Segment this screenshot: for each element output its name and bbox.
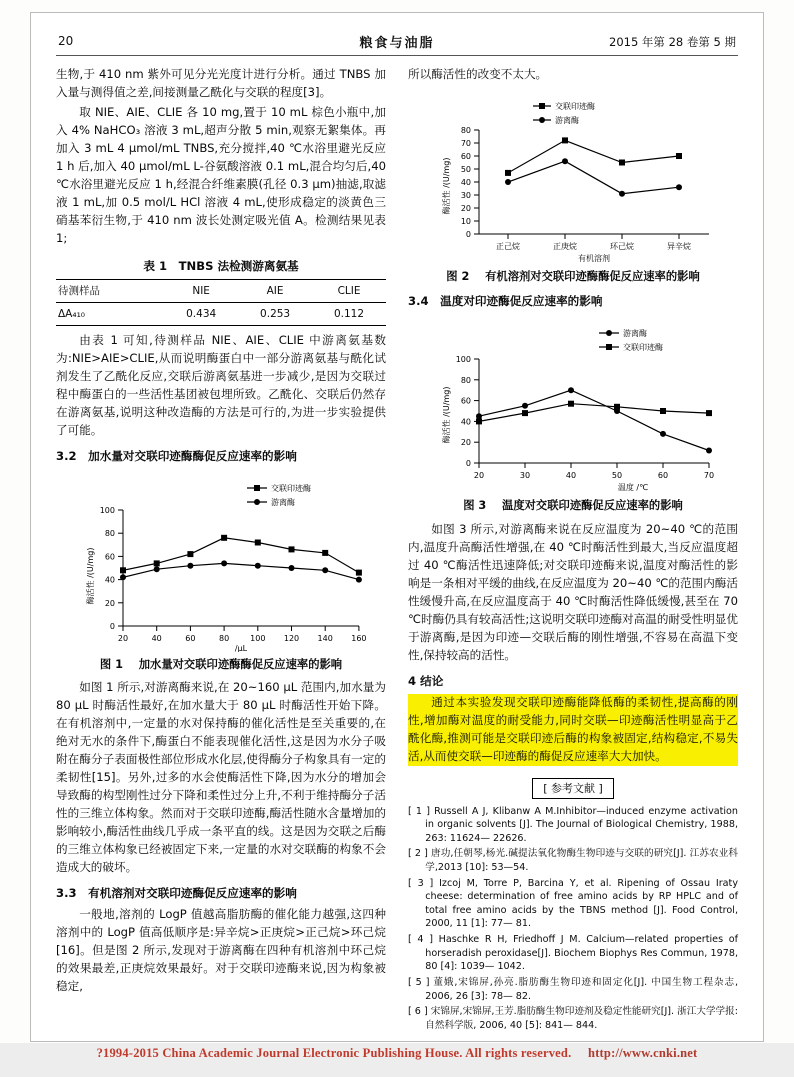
table-col-header: CLIE (312, 279, 386, 302)
paragraph: 生物,于 410 nm 紫外可见分光光度计进行分析。通过 TNBS 加入量与测得值之差,间接测量乙酰化与交联的程度[3]。 (56, 67, 386, 99)
section-heading-3-4: 3.4 温度对印迹酶促反应速率的影响 (408, 294, 603, 309)
figure-2-number: 图 2 (446, 269, 470, 283)
svg-text:0: 0 (465, 459, 471, 469)
svg-text:80: 80 (219, 633, 230, 643)
svg-text:80: 80 (460, 125, 471, 135)
svg-text:30: 30 (519, 471, 531, 481)
figure-2-caption (408, 268, 738, 286)
figure-3 (408, 321, 738, 515)
svg-text:70: 70 (703, 471, 715, 481)
svg-text:60: 60 (104, 552, 115, 562)
svg-text:120: 120 (283, 633, 300, 643)
references-header-box (408, 778, 738, 799)
svg-text:酶活性 /(U/mg): 酶活性 /(U/mg) (442, 157, 451, 215)
figure-3-chart (423, 321, 723, 493)
svg-text:/μL: /μL (234, 643, 248, 652)
svg-text:正己烷: 正己烷 (496, 241, 520, 251)
footer (0, 1046, 794, 1061)
footer-copyright: ?1994-2015 China Academic Journal Electronic Publishing House. All rights reserved. (96, 1046, 572, 1060)
left-column (56, 66, 386, 998)
svg-text:20: 20 (104, 598, 115, 608)
svg-text:20: 20 (460, 438, 471, 448)
svg-text:交联印迹酶: 交联印迹酶 (623, 343, 663, 353)
svg-text:0: 0 (465, 229, 471, 239)
svg-text:交联印迹酶: 交联印迹酶 (555, 101, 595, 111)
figure-1-number: 图 1 (99, 657, 123, 671)
svg-text:40: 40 (565, 471, 577, 481)
svg-text:160: 160 (351, 633, 367, 643)
svg-text:40: 40 (104, 575, 115, 585)
table-cell: 0.112 (312, 302, 386, 325)
header-issue: 2015 年第 28 卷第 5 期 (609, 35, 736, 49)
table-cell: 0.434 (164, 302, 238, 325)
table-col-header: NIE (164, 279, 238, 302)
svg-text:游离酶: 游离酶 (271, 497, 295, 507)
svg-text:20: 20 (473, 471, 485, 481)
reference-item: [ 3 ] Izcoj M, Torre P, Barcina Y, et al. Ripening of Ossau Iraty cheese: determination of free amino acids by RP HPLC and of total free amino acids by the TBNS method [J]. Food Control, 2000, 11 [1]: 77— 81. (408, 877, 738, 930)
svg-text:20: 20 (460, 203, 471, 213)
svg-text:60: 60 (185, 633, 196, 643)
svg-text:80: 80 (460, 376, 471, 386)
section-heading-3-2: 3.2 加水量对交联印迹酶酶促反应速率的影响 (56, 449, 297, 463)
table-header-row (56, 279, 386, 302)
figure-2-chart (423, 94, 723, 264)
svg-text:温度 /℃: 温度 /℃ (617, 483, 649, 493)
svg-text:60: 60 (657, 471, 669, 481)
reference-item: [ 1 ] Russell A J, Klibanw A M.Inhibitor—induced enzyme activation in organic solvents [J]. The Journal of Biological Chemistry, 1988, 263: 11624— 22626. (408, 805, 738, 844)
svg-text:40: 40 (460, 417, 471, 427)
figure-1 (56, 476, 386, 674)
figure-3-caption-text: 温度对交联印迹酶促反应速率的影响 (502, 499, 683, 513)
right-column (408, 66, 738, 1034)
svg-text:异辛烷: 异辛烷 (667, 241, 691, 251)
reference-item: [ 6 ] 宋锦屏,宋锦屏,王芳.脂肪酶生物印迹剂及稳定性能研究[J]. 浙江大学学报:自然科学版, 2006, 40 [5]: 841— 844. (408, 1006, 738, 1031)
figure-1-chart (71, 476, 371, 652)
footer-url[interactable]: http://www.cnki.net (588, 1046, 698, 1060)
references-header: [ 参考文献 ] (532, 778, 614, 799)
svg-text:游离酶: 游离酶 (623, 329, 647, 339)
header-page-number: 20 (58, 34, 74, 48)
section-heading-4: 4 结论 (408, 673, 444, 688)
svg-text:交联印迹酶: 交联印迹酶 (271, 483, 311, 493)
svg-text:60: 60 (460, 397, 471, 407)
paragraph: 如图 3 所示,对游离酶来说在反应温度为 20~40 ℃的范围内,温度升高酶活性增强,在 40 ℃时酶活性到最大,当反应温度超过 40 ℃酶活性迅速降低;对交联印迹酶来说,温度对酶活性的影响是一条相对平缓的曲线,在反应温度为 20~40 ℃的范围内酶活性缓慢升高,在反应温度高于 40 ℃时酶活性降低缓慢,甚至在 70 ℃时酶仍具有较高活性;这说明交联印迹酶对高温的耐受性明显优于游离酶,是因为印迹—交联后酶的刚性增强,不容易在高温下变性,保持较高的活性。 (408, 521, 738, 662)
references-list (408, 805, 738, 1033)
table-row-label: ΔA₄₁₀ (56, 302, 164, 325)
svg-text:100: 100 (99, 505, 115, 515)
table-cell: 0.253 (238, 302, 312, 325)
svg-text:60: 60 (460, 151, 471, 161)
svg-text:70: 70 (460, 138, 471, 148)
svg-text:酶活性 /(U/mg): 酶活性 /(U/mg) (86, 547, 95, 605)
reference-item: [ 5 ] 董娥,宋锦屏,孙亮.脂肪酶生物印迹和固定化[J]. 中国生物工程杂志, 2006, 26 [3]: 78— 82. (408, 976, 738, 1002)
figure-1-caption-text: 加水量对交联印迹酶酶促反应速率的影响 (138, 657, 343, 671)
svg-text:环己烷: 环己烷 (610, 241, 634, 251)
paragraph: 一般地,溶剂的 LogP 值越高脂肪酶的催化能力越强,这四种溶剂中的 LogP 值高低顺序是:异辛烷>正庚烷>正己烷>环己烷[16]。但是图 2 所示,发现对于游离酶在四种有机溶剂中环己烷的效果最差,正庚烷效果最好。对于交联印迹酶来说,因为构象被稳定, (56, 907, 386, 993)
svg-text:100: 100 (250, 633, 266, 643)
reference-item: [ 4 ] Haschke R H, Friedhoff J M. Calcium—related properties of horseradish peroxidase[J]. Biochem Biophys Res Commun, 1978, 80 [4]: 1039— 1042. (408, 934, 738, 973)
svg-text:游离酶: 游离酶 (555, 115, 579, 125)
paragraph: 由表 1 可知,待测样品 NIE、AIE、CLIE 中游离氨基数为:NIE>AIE>CLIE,从而说明酶蛋白中一部分游离氨基与酰化试剂发生了乙酰化反应,交联后游离氨基进一步减少,是因为交联过程中酶蛋白的一些活性基团被包埋所致。乙酰化、交联后仍然存在游离氨基,说明这种改造酶的方法是可行的,为进一步实验提供了可能。 (56, 333, 386, 438)
table-caption: 表 1 TNBS 法检测游离氨基 (143, 258, 299, 273)
page-header (56, 30, 738, 56)
section-heading-3-3: 3.3 有机溶剂对交联印迹酶促反应速率的影响 (56, 886, 297, 901)
svg-text:50: 50 (460, 164, 471, 174)
tnbs-table (56, 279, 386, 327)
svg-text:30: 30 (460, 190, 471, 200)
figure-2 (408, 94, 738, 286)
svg-text:10: 10 (460, 216, 471, 226)
header-journal-title: 粮食与油脂 (359, 36, 435, 51)
conclusion-highlighted: 通过本实验发现交联印迹酶能降低酶的柔韧性,提高酶的刚性,增加酶对温度的耐受能力,同时交联—印迹酶活性明显高于乙酰化酶,推测可能是交联印迹后酶的构象被固定,结构稳定,不易失活,从而使交联—印迹酶的酶促反应速率大大加快。 (408, 694, 738, 766)
table-col-header: 待测样品 (56, 279, 164, 302)
svg-text:酶活性 /(U/mg): 酶活性 /(U/mg) (442, 386, 451, 444)
paragraph: 取 NIE、AIE、CLIE 各 10 mg,置于 10 mL 棕色小瓶中,加入 4% NaHCO₃ 溶液 3 mL,超声分散 5 min,观察无絮集体。再加入 3 mL 4 μmol/mL TNBS,充分搅拌,40 ℃水浴里避光反应 1 h 后,加入 40 μmol/mL L-谷氨酸溶液 0.1 mL,混合均匀后,40 ℃水浴里避光反应 1 h,经混合纤维素膜(孔径 0.3 μm)抽滤,取滤液 1 mL,加 0.5 mol/L HCl 溶液 4 mL,使形成稳定的淡黄色三硝基苯衍生物,于 410 nm 波长处测定吸光值 A。检测结果见表 1; (56, 104, 386, 245)
svg-text:80: 80 (104, 529, 115, 539)
figure-3-number: 图 3 (463, 499, 487, 513)
table-row (56, 302, 386, 325)
paragraph: 如图 1 所示,对游离酶来说,在 20~160 μL 范围内,加水量为 80 μL 时酶活性最好,在加水量大于 80 μL 时酶活性开始下降。在有机溶剂中,一定量的水对保持酶的催化活性是至关重要的,在绝对无水的条件下,酶蛋白不能表现催化活性,这是因为水分子吸附在酶分子表面极性部位形成水化层,使得酶分子构象具有一定的柔韧性[15]。另外,过多的水会使酶活性下降,因为水分的增加会导致酶的构型刚性过分下降和柔性过分上升,不利于维持酶分子活性的三维立体构象。然而对于交联印迹酶,酶活性随水含量增加的影响较小,酶活性曲线几乎成一条平直的线。这是因为交联之后酶的三维立体构象已经被固定下来,一定量的水对交联酶的构象不会造成大的破坏。 (56, 680, 386, 875)
svg-text:100: 100 (455, 355, 471, 365)
paragraph: 所以酶活性的改变不太大。 (408, 67, 548, 81)
svg-text:正庚烷: 正庚烷 (553, 241, 577, 251)
figure-2-caption-text: 有机溶剂对交联印迹酶酶促反应速率的影响 (485, 269, 700, 283)
svg-text:40: 40 (151, 633, 162, 643)
svg-text:40: 40 (460, 177, 471, 187)
svg-text:有机溶剂: 有机溶剂 (578, 253, 610, 263)
svg-text:140: 140 (317, 633, 333, 643)
svg-text:20: 20 (117, 633, 129, 643)
figure-1-caption (56, 656, 386, 674)
figure-3-caption (408, 497, 738, 515)
svg-text:50: 50 (611, 471, 623, 481)
svg-text:0: 0 (109, 621, 115, 631)
table-col-header: AIE (238, 279, 312, 302)
reference-item: [ 2 ] 唐功,任朝琴,杨光.碱提法氧化物酶生物印迹与交联的研究[J]. 江苏农业科学,2013 [10]: 53—54. (408, 848, 738, 874)
